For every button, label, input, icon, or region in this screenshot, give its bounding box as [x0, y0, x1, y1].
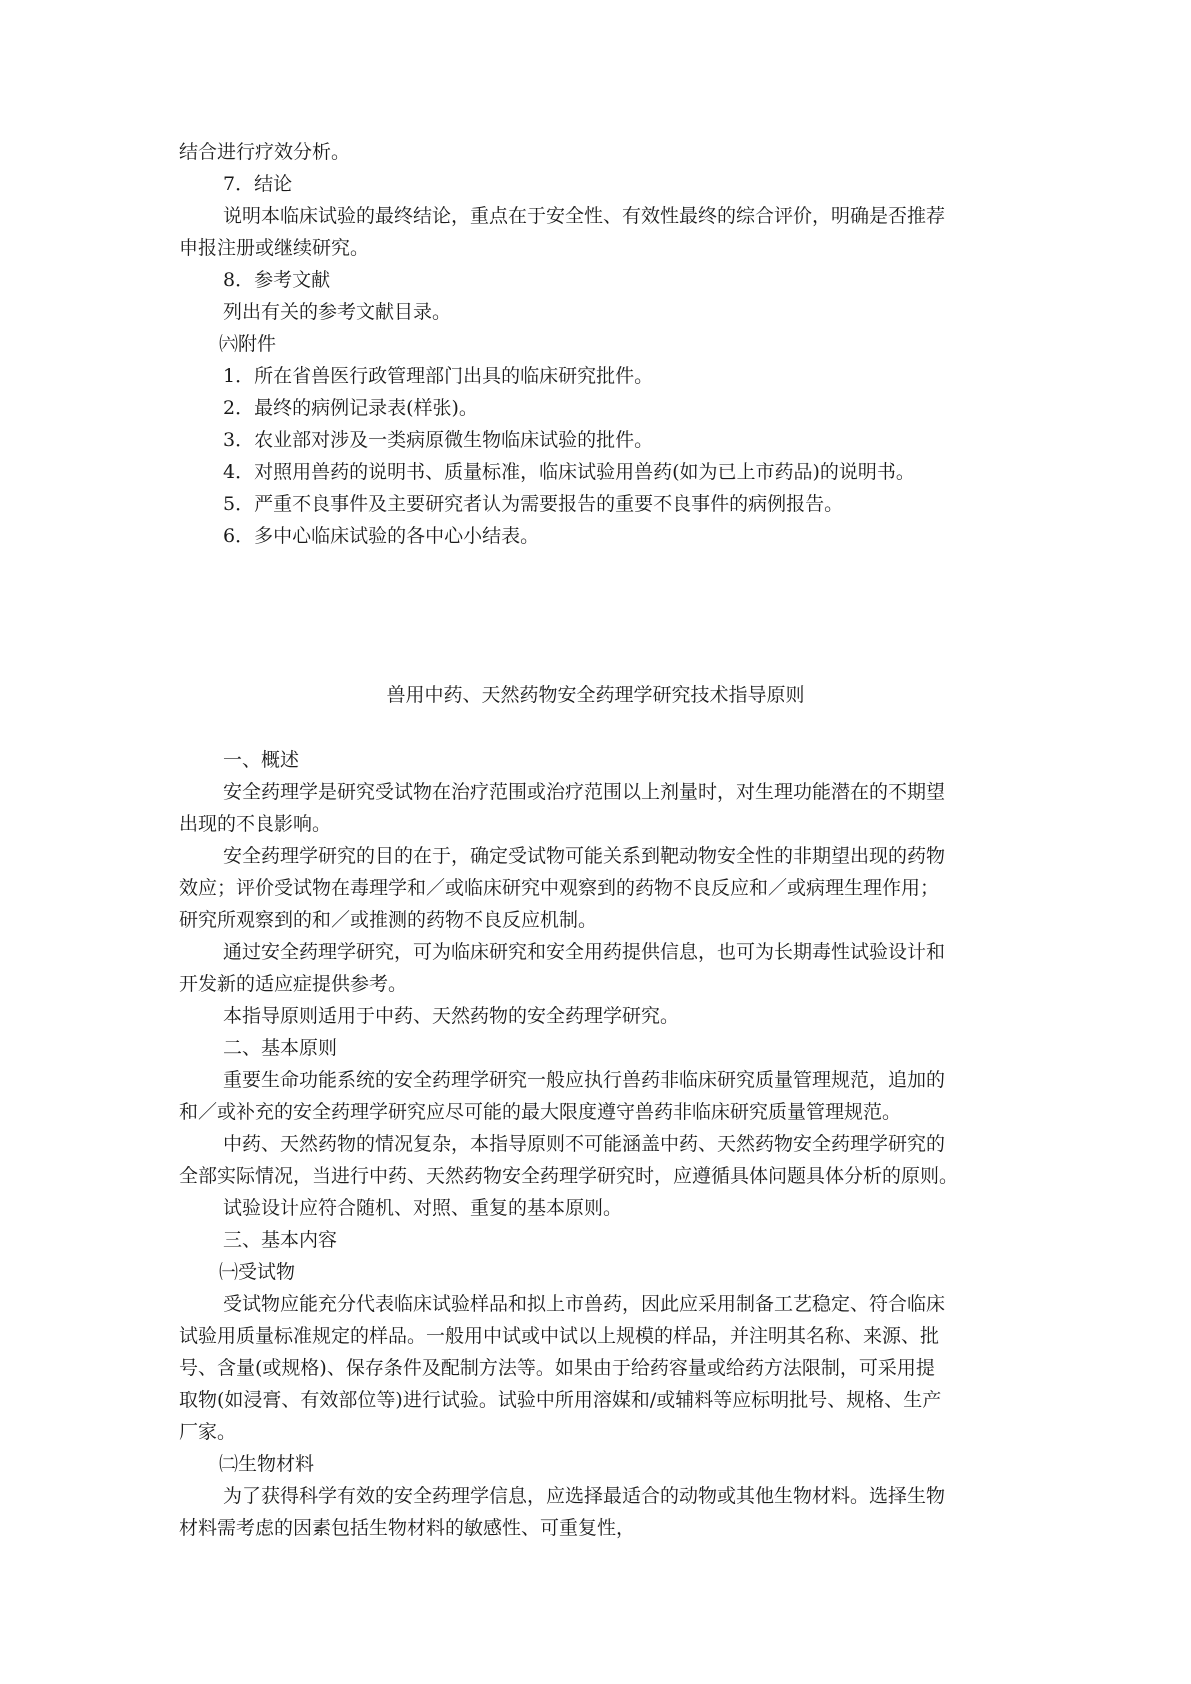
- heading-attachments: ㈥附件: [219, 333, 277, 355]
- list-item: 4．对照用兽药的说明书、质量标准，临床试验用兽药(如为已上市药品)的说明书。: [223, 461, 915, 483]
- paragraph-line: 本指导原则适用于中药、天然药物的安全药理学研究。: [223, 1005, 680, 1027]
- paragraph-line: 全部实际情况，当进行中药、天然药物安全药理学研究时，应遵循具体问题具体分析的原则。: [179, 1165, 959, 1187]
- paragraph-line: 中药、天然药物的情况复杂，本指导原则不可能涵盖中药、天然药物安全药理学研究的: [223, 1133, 946, 1155]
- paragraph-line: 号、含量(或规格)、保存条件及配制方法等。如果由于给药容量或给药方法限制，可采用提: [179, 1357, 935, 1379]
- paragraph-line: 开发新的适应症提供参考。: [179, 973, 408, 995]
- paragraph-line: 材料需考虑的因素包括生物材料的敏感性、可重复性，: [179, 1517, 636, 1539]
- heading-conclusion: 7．结论: [223, 173, 293, 195]
- list-item: 6．多中心临床试验的各中心小结表。: [223, 525, 540, 547]
- heading-basic-principles: 二、基本原则: [223, 1037, 338, 1059]
- paragraph-line: 试验用质量标准规定的样品。一般用中试或中试以上规模的样品，并注明其名称、来源、批: [179, 1325, 940, 1347]
- heading-overview: 一、概述: [223, 749, 300, 771]
- paragraph-line: 厂家。: [179, 1421, 237, 1443]
- paragraph-line: 效应；评价受试物在毒理学和／或临床研究中观察到的药物不良反应和／或病理生理作用；: [179, 877, 940, 899]
- paragraph-line: 为了获得科学有效的安全药理学信息，应选择最适合的动物或其他生物材料。选择生物: [223, 1485, 946, 1507]
- list-item: 5．严重不良事件及主要研究者认为需要报告的重要不良事件的病例报告。: [223, 493, 844, 515]
- paragraph-line: 试验设计应符合随机、对照、重复的基本原则。: [223, 1197, 623, 1219]
- section-safety-pharmacology: [179, 744, 1009, 1544]
- paragraph-line: 安全药理学研究的目的在于，确定受试物可能关系到靶动物安全性的非期望出现的药物: [223, 845, 946, 867]
- paragraph-line: 出现的不良影响。: [179, 813, 332, 835]
- list-item: 3．农业部对涉及一类病原微生物临床试验的批件。: [223, 429, 654, 451]
- list-item: 2．最终的病例记录表(样张)。: [223, 397, 478, 419]
- heading-test-article: ㈠受试物: [219, 1261, 296, 1283]
- paragraph-line: 研究所观察到的和／或推测的药物不良反应机制。: [179, 909, 598, 931]
- list-item: 1．所在省兽医行政管理部门出具的临床研究批件。: [223, 365, 654, 387]
- paragraph-line: 结合进行疗效分析。: [179, 141, 351, 163]
- document-title: 兽用中药、天然药物安全药理学研究技术指导原则: [386, 684, 805, 706]
- heading-references: 8．参考文献: [223, 269, 331, 291]
- paragraph-line: 和／或补充的安全药理学研究应尽可能的最大限度遵守兽药非临床研究质量管理规范。: [179, 1101, 902, 1123]
- paragraph-line: 说明本临床试验的最终结论，重点在于安全性、有效性最终的综合评价，明确是否推荐: [223, 205, 946, 227]
- paragraph-line: 列出有关的参考文献目录。: [223, 301, 452, 323]
- paragraph-line: 通过安全药理学研究，可为临床研究和安全用药提供信息，也可为长期毒性试验设计和: [223, 941, 946, 963]
- section-clinical-report-end: [179, 136, 1009, 552]
- paragraph-line: 受试物应能充分代表临床试验样品和拟上市兽药，因此应采用制备工艺稳定、符合临床: [223, 1293, 946, 1315]
- paragraph-line: 安全药理学是研究受试物在治疗范围或治疗范围以上剂量时，对生理功能潜在的不期望: [223, 781, 946, 803]
- heading-basic-content: 三、基本内容: [223, 1229, 338, 1251]
- heading-biological-materials: ㈡生物材料: [219, 1453, 315, 1475]
- paragraph-line: 重要生命功能系统的安全药理学研究一般应执行兽药非临床研究质量管理规范，追加的: [223, 1069, 946, 1091]
- paragraph-line: 申报注册或继续研究。: [179, 237, 370, 259]
- paragraph-line: 取物(如浸膏、有效部位等)进行试验。试验中所用溶媒和/或辅料等应标明批号、规格、生产: [179, 1389, 942, 1411]
